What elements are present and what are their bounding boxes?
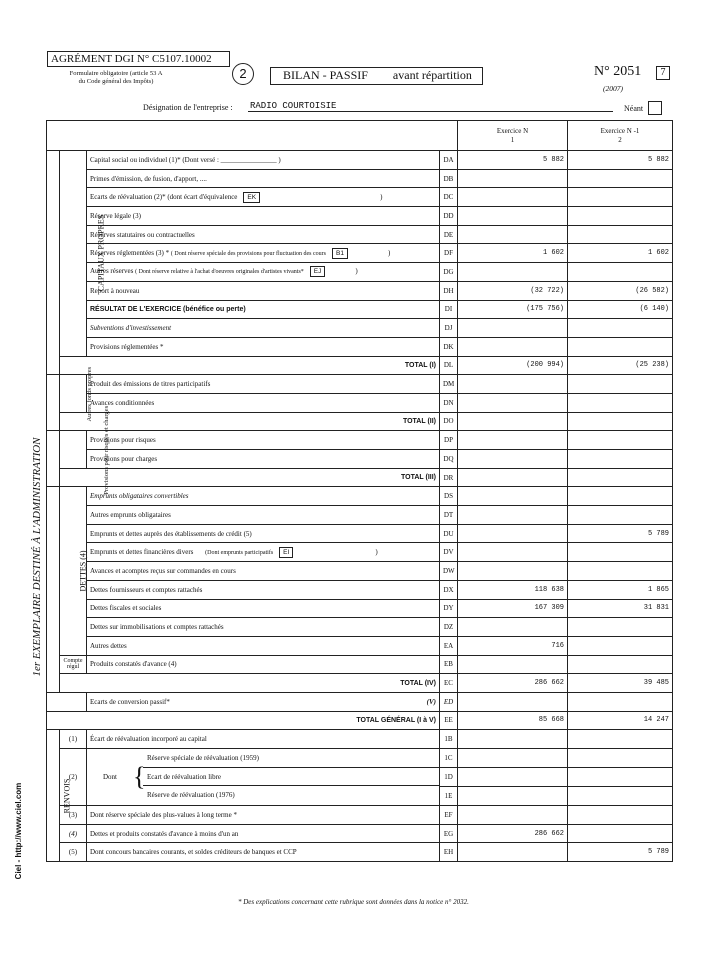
row-label: Emprunts et dettes auprès des établissements de crédit (5) (87, 524, 440, 543)
value-n[interactable]: 286 662 (458, 824, 568, 843)
doc-box-number: 7 (660, 67, 666, 78)
value-n1[interactable]: 39 485 (568, 674, 673, 693)
table-row (47, 618, 673, 637)
value-n[interactable] (458, 207, 568, 226)
value-n1[interactable] (568, 655, 673, 674)
row-label: Dettes sur immobilisations et comptes rattachés (87, 618, 440, 637)
row-label-cell (87, 692, 440, 711)
value-n[interactable] (458, 431, 568, 450)
dont-label: Dont (103, 773, 117, 781)
row-label: Report à nouveau (87, 281, 440, 300)
row-label: Primes d'émission, de fusion, d'apport, .... (87, 169, 440, 188)
total-label: TOTAL (IV) (60, 674, 440, 693)
form-number-circle (232, 63, 254, 85)
value-n1[interactable]: 1 602 (568, 244, 673, 263)
value-n[interactable] (458, 375, 568, 394)
value-n1[interactable] (568, 562, 673, 581)
table-row (47, 580, 673, 599)
value-n1[interactable] (568, 450, 673, 469)
row-code: DJ (440, 319, 458, 338)
table-row (47, 562, 673, 581)
table-row (47, 300, 673, 319)
row-code: DK (440, 337, 458, 356)
value-n1[interactable] (568, 506, 673, 525)
row-code: EC (440, 674, 458, 693)
total-label: TOTAL GÉNÉRAL (I à V) (47, 711, 440, 730)
close-paren: ) (355, 267, 358, 276)
value-n[interactable] (458, 768, 568, 787)
row-label-cell (87, 244, 440, 263)
value-n1[interactable] (568, 393, 673, 412)
code-box: EJ (310, 266, 326, 277)
table-row (47, 188, 673, 207)
value-n1[interactable]: 14 247 (568, 711, 673, 730)
row-code: 1B (440, 730, 458, 749)
table-row (47, 543, 673, 562)
table-row (47, 599, 673, 618)
value-n[interactable] (458, 806, 568, 825)
close-paren: ) (387, 248, 391, 257)
table-row (47, 225, 673, 244)
row-label: Dettes fiscales et sociales (87, 599, 440, 618)
row-label: Autres dettes (87, 636, 440, 655)
value-n[interactable] (458, 562, 568, 581)
neant-label: Néant (624, 104, 644, 113)
row-label-cell (87, 188, 440, 207)
row-label: Ecarts de réévaluation (2)* (dont écart d'équivalence (90, 192, 238, 201)
brace-icon: { (133, 762, 146, 791)
row-label: Écart de réévaluation incorporé au capital (87, 730, 440, 749)
neant-checkbox[interactable] (648, 101, 662, 115)
row-label: Produit des émissions de titres participatifs (87, 375, 440, 394)
code-box: EK (243, 192, 260, 203)
table-row (47, 692, 673, 711)
value-n1[interactable] (568, 207, 673, 226)
total-label: TOTAL (II) (60, 412, 440, 431)
value-n1[interactable] (568, 636, 673, 655)
renvoi-row (47, 806, 673, 825)
total-row (47, 468, 673, 487)
row-label: Dettes fournisseurs et comptes rattachés (87, 580, 440, 599)
value-n[interactable]: (200 994) (458, 356, 568, 375)
value-n[interactable] (458, 524, 568, 543)
value-n[interactable]: 85 668 (458, 711, 568, 730)
value-n[interactable] (458, 169, 568, 188)
row-code: DZ (440, 618, 458, 637)
row-code: ED (440, 692, 458, 711)
row-code: DV (440, 543, 458, 562)
value-n1[interactable]: (6 140) (568, 300, 673, 319)
row-tag: (V) (426, 697, 436, 706)
page-title: BILAN - PASSIF (283, 68, 368, 82)
row-code: DY (440, 599, 458, 618)
form-note-line2: du Code général des Impôts) (78, 78, 154, 85)
row-label: Ecarts de conversion passif* (90, 697, 170, 706)
value-n1[interactable]: 5 789 (568, 843, 673, 862)
renvoi-num: (2) (60, 749, 87, 806)
doc-box (656, 66, 670, 80)
row-label: Emprunts obligataires convertibles (87, 487, 440, 506)
row-code: DR (440, 468, 458, 487)
form-note (56, 70, 176, 86)
value-n1[interactable] (568, 768, 673, 787)
col1-num: 1 (510, 135, 515, 144)
row-label: Réserve de réévaluation (1976) (147, 791, 235, 800)
form-number: 2 (239, 66, 247, 81)
column-header-row (47, 121, 673, 151)
row-code: EB (440, 655, 458, 674)
row-label: Dont réserve spéciale des plus-values à long terme * (87, 806, 440, 825)
row-label: Provisions pour risques (87, 431, 440, 450)
value-n[interactable]: 286 662 (458, 674, 568, 693)
value-n1[interactable] (568, 730, 673, 749)
renvoi-num: (5) (60, 843, 87, 862)
value-n[interactable] (458, 468, 568, 487)
company-underline (248, 111, 613, 112)
row-code: DI (440, 300, 458, 319)
row-code: DB (440, 169, 458, 188)
value-n[interactable] (458, 337, 568, 356)
value-n[interactable] (458, 843, 568, 862)
renvoi-num: (4) (60, 824, 87, 843)
table-row (47, 375, 673, 394)
row-label: Dont concours bancaires courants, et soldes créditeurs de banques et CCP (87, 843, 440, 862)
row-code: DQ (440, 450, 458, 469)
value-n[interactable] (458, 749, 568, 768)
row-label: Réserve spéciale de réévaluation (1959) (143, 749, 439, 768)
row-code: DE (440, 225, 458, 244)
renvoi-num: (1) (60, 730, 87, 749)
dont-cell (87, 749, 440, 806)
row-label: Avances et acomptes reçus sur commandes en cours (87, 562, 440, 581)
section-autres-fonds-propres: Autres fonds propres (86, 367, 94, 422)
value-n[interactable] (458, 618, 568, 637)
row-code: DO (440, 412, 458, 431)
agrement-text: AGRÉMENT DGI N° C5107.10002 (51, 53, 212, 65)
footnote: * Des explications concernant cette rubrique sont données dans la notice n° 2032. (238, 898, 469, 906)
table-row (47, 506, 673, 525)
value-n1[interactable]: 5 789 (568, 524, 673, 543)
value-n1[interactable]: 31 831 (568, 599, 673, 618)
value-n[interactable] (458, 487, 568, 506)
total-general-row (47, 711, 673, 730)
value-n1[interactable] (568, 806, 673, 825)
value-n[interactable]: (175 756) (458, 300, 568, 319)
value-n[interactable] (458, 730, 568, 749)
row-code: DF (440, 244, 458, 263)
agrement-box (47, 51, 230, 67)
doc-year: (2007) (603, 84, 623, 93)
company-label: Désignation de l'entreprise : (143, 103, 233, 112)
row-code: EE (440, 711, 458, 730)
value-n1[interactable] (568, 319, 673, 338)
row-label: Autres emprunts obligataires (87, 506, 440, 525)
row-code: DT (440, 506, 458, 525)
table-row (47, 151, 673, 170)
ciel-side-label: Ciel - http://www.ciel.com (14, 782, 23, 880)
row-code: EA (440, 636, 458, 655)
row-label: Emprunts et dettes financières divers (90, 547, 194, 556)
row-code: EF (440, 806, 458, 825)
row-code: EG (440, 824, 458, 843)
row-code: DH (440, 281, 458, 300)
value-n1[interactable] (568, 543, 673, 562)
row-code: DN (440, 393, 458, 412)
value-n[interactable]: 118 638 (458, 580, 568, 599)
renvoi-num: (3) (60, 806, 87, 825)
value-n[interactable] (458, 787, 568, 806)
value-n[interactable]: 167 309 (458, 599, 568, 618)
value-n[interactable] (458, 506, 568, 525)
row-label: RÉSULTAT DE L'EXERCICE (bénéfice ou perte) (87, 300, 440, 319)
renvoi-row (47, 843, 673, 862)
table-row (47, 169, 673, 188)
value-n1[interactable] (568, 263, 673, 282)
row-code: DG (440, 263, 458, 282)
table-row (47, 450, 673, 469)
value-n1[interactable] (568, 487, 673, 506)
total-row (47, 412, 673, 431)
value-n1[interactable] (568, 468, 673, 487)
row-code: DD (440, 207, 458, 226)
close-paren: ) (380, 192, 383, 201)
value-n[interactable] (458, 543, 568, 562)
value-n1[interactable] (568, 749, 673, 768)
col2-header: Exercice N -1 (600, 126, 640, 135)
row-code: 1C (440, 749, 458, 768)
col1-header: Exercice N (496, 126, 529, 135)
row-label: Provisions pour charges (87, 450, 440, 469)
code-box: B1 (332, 248, 348, 259)
form-note-line1: Formulaire obligatoire (article 53 A (69, 70, 163, 77)
value-n1[interactable] (568, 188, 673, 207)
value-n[interactable] (458, 319, 568, 338)
code-box: EI (279, 547, 293, 558)
row-code: DC (440, 188, 458, 207)
total-label: TOTAL (I) (60, 356, 440, 375)
total-row (47, 674, 673, 693)
table-row (47, 244, 673, 263)
row-label: Provisions réglementées * (87, 337, 440, 356)
row-label-cell (87, 263, 440, 282)
value-n[interactable] (458, 393, 568, 412)
table-row (47, 207, 673, 226)
value-n[interactable] (458, 188, 568, 207)
renvoi-row (47, 730, 673, 749)
row-code: DS (440, 487, 458, 506)
row-note: ( Dont réserve spéciale des provisions pour fluctuation des cours (170, 250, 326, 257)
value-n1[interactable] (568, 824, 673, 843)
value-n[interactable] (458, 412, 568, 431)
value-n[interactable]: 716 (458, 636, 568, 655)
total-label: TOTAL (III) (60, 468, 440, 487)
table-row (47, 487, 673, 506)
value-n[interactable] (458, 692, 568, 711)
section-renvois: RENVOIS (62, 778, 72, 814)
table-row (47, 655, 673, 674)
col2-num: 2 (618, 135, 622, 144)
value-n1[interactable] (568, 169, 673, 188)
value-n1[interactable] (568, 787, 673, 806)
row-label: Réserves statutaires ou contractuelles (87, 225, 440, 244)
close-paren: ) (375, 547, 378, 556)
row-code: DA (440, 151, 458, 170)
value-n1[interactable] (568, 692, 673, 711)
section-compte-regul: Compte régul (60, 655, 87, 674)
section-capitaux-propres: CAPITAUX PROPRES (96, 215, 106, 292)
table-row (47, 263, 673, 282)
value-n1[interactable] (568, 412, 673, 431)
row-note: (Dont emprunts participatifs (205, 549, 274, 556)
row-code: DM (440, 375, 458, 394)
bilan-passif-table (46, 120, 673, 862)
row-label: Produits constatés d'avance (4) (87, 655, 440, 674)
value-n[interactable] (458, 450, 568, 469)
value-n1[interactable] (568, 431, 673, 450)
row-code: DW (440, 562, 458, 581)
section-dettes: DETTES (4) (78, 550, 88, 592)
row-label: Autres réserves (90, 267, 134, 276)
row-code: DX (440, 580, 458, 599)
renvoi-row (47, 749, 673, 768)
admin-side-label: 1er EXEMPLAIRE DESTINÉ À L'ADMINISTRATION (31, 437, 43, 677)
value-n1[interactable] (568, 375, 673, 394)
renvoi-row (47, 824, 673, 843)
table-row (47, 337, 673, 356)
row-label: Avances conditionnées (87, 393, 440, 412)
row-code: DP (440, 431, 458, 450)
row-code: 1D (440, 768, 458, 787)
value-n[interactable] (458, 655, 568, 674)
row-code: DL (440, 356, 458, 375)
value-n1[interactable]: (26 582) (568, 281, 673, 300)
row-note: ( Dont réserve relative à l'achat d'oeuvres originales d'artistes vivants* (135, 269, 304, 276)
row-code: 1E (440, 787, 458, 806)
value-n1[interactable] (568, 225, 673, 244)
value-n1[interactable] (568, 618, 673, 637)
total-row (47, 356, 673, 375)
title-box (270, 67, 483, 85)
title-note: avant répartition (392, 68, 472, 82)
table-row (47, 281, 673, 300)
table-row (47, 319, 673, 338)
row-label: Réserve légale (3) (87, 207, 440, 226)
table-row (47, 524, 673, 543)
row-label: Subventions d'investissement (87, 319, 440, 338)
table-row (47, 431, 673, 450)
row-label: Ecart de réévaluation libre (143, 768, 439, 787)
value-n1[interactable] (568, 337, 673, 356)
table-row (47, 636, 673, 655)
value-n[interactable]: (32 722) (458, 281, 568, 300)
section-provisions: Provisions pour risques et charges (103, 406, 111, 495)
row-label: Réserves réglementées (3) * (90, 248, 170, 257)
value-n1[interactable]: (25 238) (568, 356, 673, 375)
value-n[interactable]: 5 882 (458, 151, 568, 170)
value-n1[interactable]: 1 865 (568, 580, 673, 599)
company-name: RADIO COURTOISIE (250, 101, 337, 111)
row-label: Capital social ou individuel (1)* (Dont versé : ________________ ) (87, 151, 440, 170)
value-n[interactable]: 1 602 (458, 244, 568, 263)
row-code: DU (440, 524, 458, 543)
value-n1[interactable]: 5 882 (568, 151, 673, 170)
row-code: EH (440, 843, 458, 862)
row-label: Dettes et produits constatés d'avance à moins d'un an (87, 824, 440, 843)
value-n[interactable] (458, 263, 568, 282)
table-row (47, 393, 673, 412)
row-label-cell (87, 543, 440, 562)
value-n[interactable] (458, 225, 568, 244)
doc-number: N° 2051 (594, 64, 642, 79)
